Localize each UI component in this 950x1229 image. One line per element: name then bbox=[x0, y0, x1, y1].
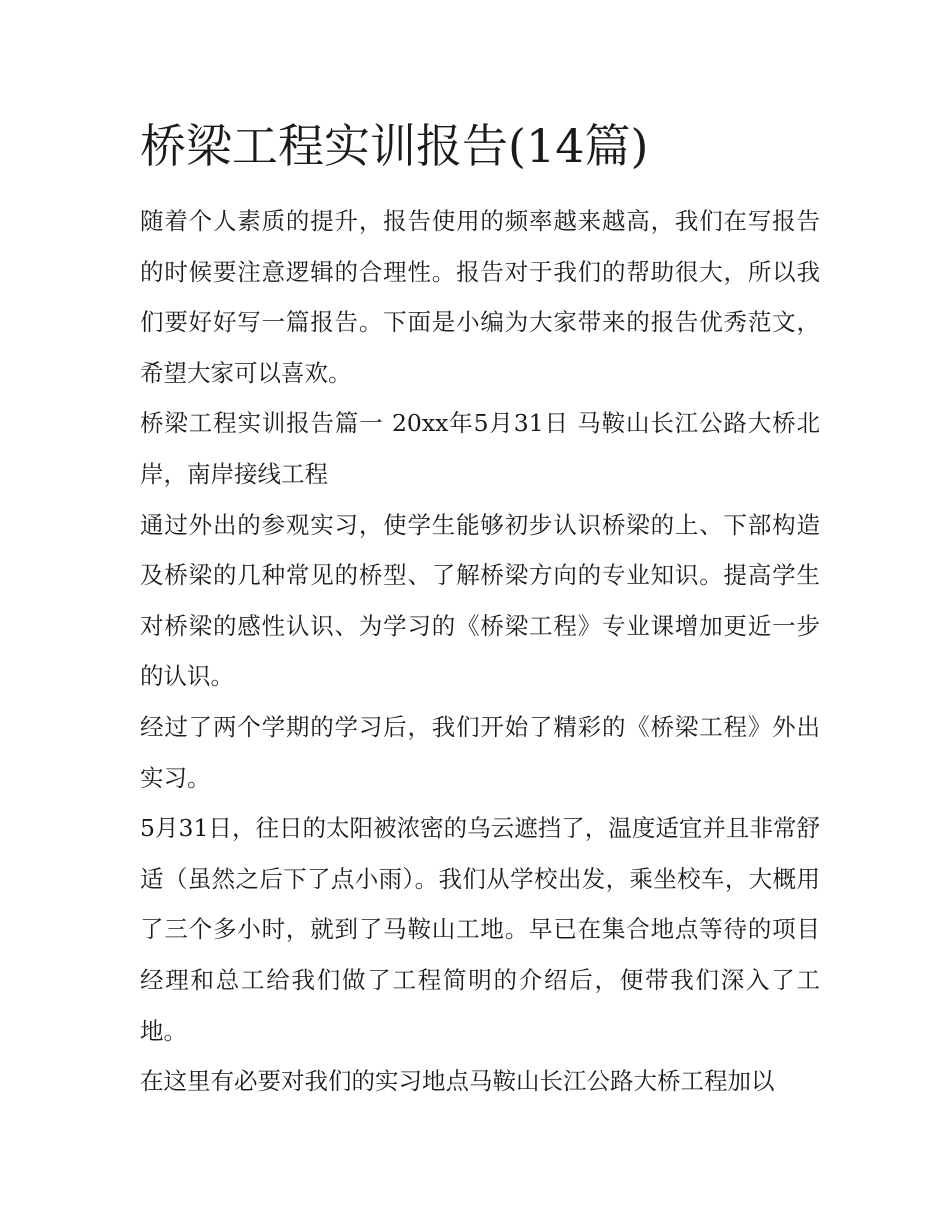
document-body bbox=[140, 112, 820, 1107]
paragraph-start: 经过了两个学期的学习后，我们开始了精彩的《桥梁工程》外出实习。 bbox=[140, 712, 820, 792]
paragraph-purpose: 通过外出的参观实习，使学生能够初步认识桥梁的上、下部构造及桥梁的几种常见的桥型、了解桥梁方向的专业知识。提高学生对桥梁的感性认识、为学习的《桥梁工程》专业课增加更近一步的认识。 bbox=[140, 510, 820, 691]
paragraph-location: 在这里有必要对我们的实习地点马鞍山长江公路大桥工程加以 bbox=[140, 1067, 775, 1096]
paragraph-intro: 随着个人素质的提升，报告使用的频率越来越高，我们在写报告的时候要注意逻辑的合理性。报告对于我们的帮助很大，所以我们要好好写一篇报告。下面是小编为大家带来的报告优秀范文，希望大家可以喜欢。 bbox=[140, 207, 820, 387]
paragraph-trip: 5月31日，往日的太阳被浓密的乌云遮挡了，温度适宜并且非常舒适（虽然之后下了点小雨）。我们从学校出发，乘坐校车，大概用了三个多小时，就到了马鞍山工地。早已在集合地点等待的项目经理和总工给我们做了工程简明的介绍后，便带我们深入了工地。 bbox=[140, 814, 820, 1045]
paragraph-report-header: 桥梁工程实训报告篇一 20xx年5月31日 马鞍山长江公路大桥北岸，南岸接线工程 bbox=[140, 409, 820, 488]
document-title: 桥梁工程实训报告(14篇) bbox=[140, 119, 649, 173]
